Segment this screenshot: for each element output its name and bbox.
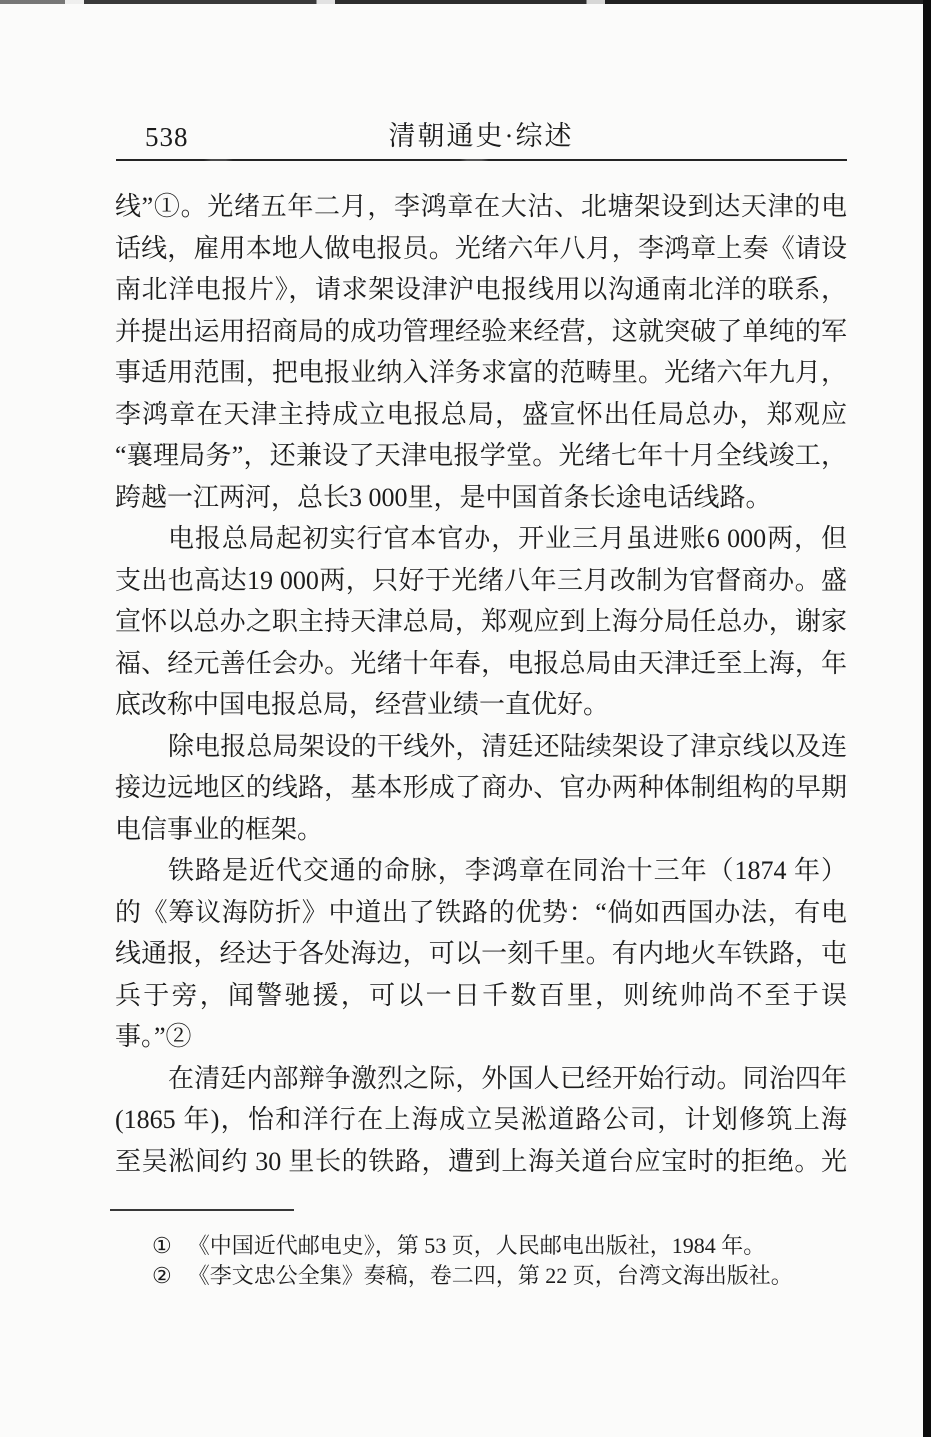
- body-line: 福、经元善任会办。光绪十年春，电报总局由天津迁至上海，年: [115, 648, 847, 678]
- body-line: 底改称中国电报总局，经营业绩一直优好。: [115, 690, 610, 719]
- running-header-title: 清朝通史·综述: [388, 121, 574, 151]
- footnotes: [152, 1231, 852, 1291]
- body-line: 电报总局起初实行官本官办，开业三月虽进账6 000两，但: [168, 524, 847, 553]
- body-line: 的《筹议海防折》中道出了铁路的优势：“倘如西国办法，有电: [115, 897, 847, 927]
- footnote-marker: ①: [152, 1233, 172, 1258]
- body-line: 跨越一江两河，总长3 000里，是中国首条长途电话线路。: [115, 482, 772, 512]
- body-line: 线”①。光绪五年二月，李鸿章在大沽、北塘架设到达天津的电: [115, 192, 847, 221]
- footnote-text: 《中国近代邮电史》，第 53 页，人民邮电出版社，1984 年。: [187, 1233, 766, 1258]
- body-line: 事。”②: [115, 1022, 192, 1051]
- body-line: 支出也高达19 000两，只好于光绪八年三月改制为官督商办。盛: [115, 565, 847, 595]
- body-line: 李鸿章在天津主持成立电报总局，盛宣怀出任局总办，郑观应: [115, 399, 847, 429]
- footnote-item: [152, 1261, 852, 1291]
- body-line: 宣怀以总办之职主持天津总局，郑观应到上海分局任总办，谢家: [115, 607, 847, 636]
- body-line: 并提出运用招商局的成功管理经验来经营，这就突破了单纯的军: [115, 316, 847, 346]
- header-rule: [116, 159, 847, 161]
- body-text: [115, 186, 847, 1182]
- body-line: 兵于旁，闻警驰援，可以一日千数百里，则统帅尚不至于误: [115, 980, 847, 1010]
- body-line: 在清廷内部辩争激烈之际，外国人已经开始行动。同治四年: [168, 1063, 847, 1093]
- body-line: 线通报，经达于各处海边，可以一刻千里。有内地火车铁路，屯: [115, 939, 847, 968]
- body-line: 除电报总局架设的干线外，清廷还陆续架设了津京线以及连: [168, 731, 847, 761]
- body-line: 电信事业的框架。: [115, 814, 324, 844]
- body-line: 铁路是近代交通的命脉，李鸿章在同治十三年（1874 年）: [168, 856, 847, 885]
- body-line: “襄理局务”，还兼设了天津电报学堂。光绪七年十月全线竣工，: [115, 441, 847, 470]
- footnote-text: 《李文忠公全集》奏稿，卷二四，第 22 页，台湾文海出版社。: [187, 1263, 793, 1288]
- body-line: 南北洋电报片》，请求架设津沪电报线用以沟通南北洋的联系，: [115, 275, 847, 304]
- body-line: 事适用范围，把电报业纳入洋务求富的范畴里。光绪六年九月，: [115, 358, 847, 387]
- body-line: (1865 年)，怡和洋行在上海成立吴淞道路公司，计划修筑上海: [115, 1105, 847, 1134]
- footnote-separator: [110, 1209, 294, 1211]
- body-line: 话线，雇用本地人做电报员。光绪六年八月，李鸿章上奏《请设: [115, 233, 847, 263]
- scan-artifact-right-edge: [923, 0, 931, 1437]
- body-line: 接边远地区的线路，基本形成了商办、官办两种体制组构的早期: [115, 773, 847, 802]
- page-number: 538: [145, 122, 189, 152]
- footnote-item: [152, 1231, 852, 1261]
- body-line: 至吴淞间约 30 里长的铁路，遭到上海关道台应宝时的拒绝。光: [115, 1146, 847, 1176]
- scan-artifact-top-edge: [0, 0, 931, 4]
- footnote-marker: ②: [152, 1263, 172, 1288]
